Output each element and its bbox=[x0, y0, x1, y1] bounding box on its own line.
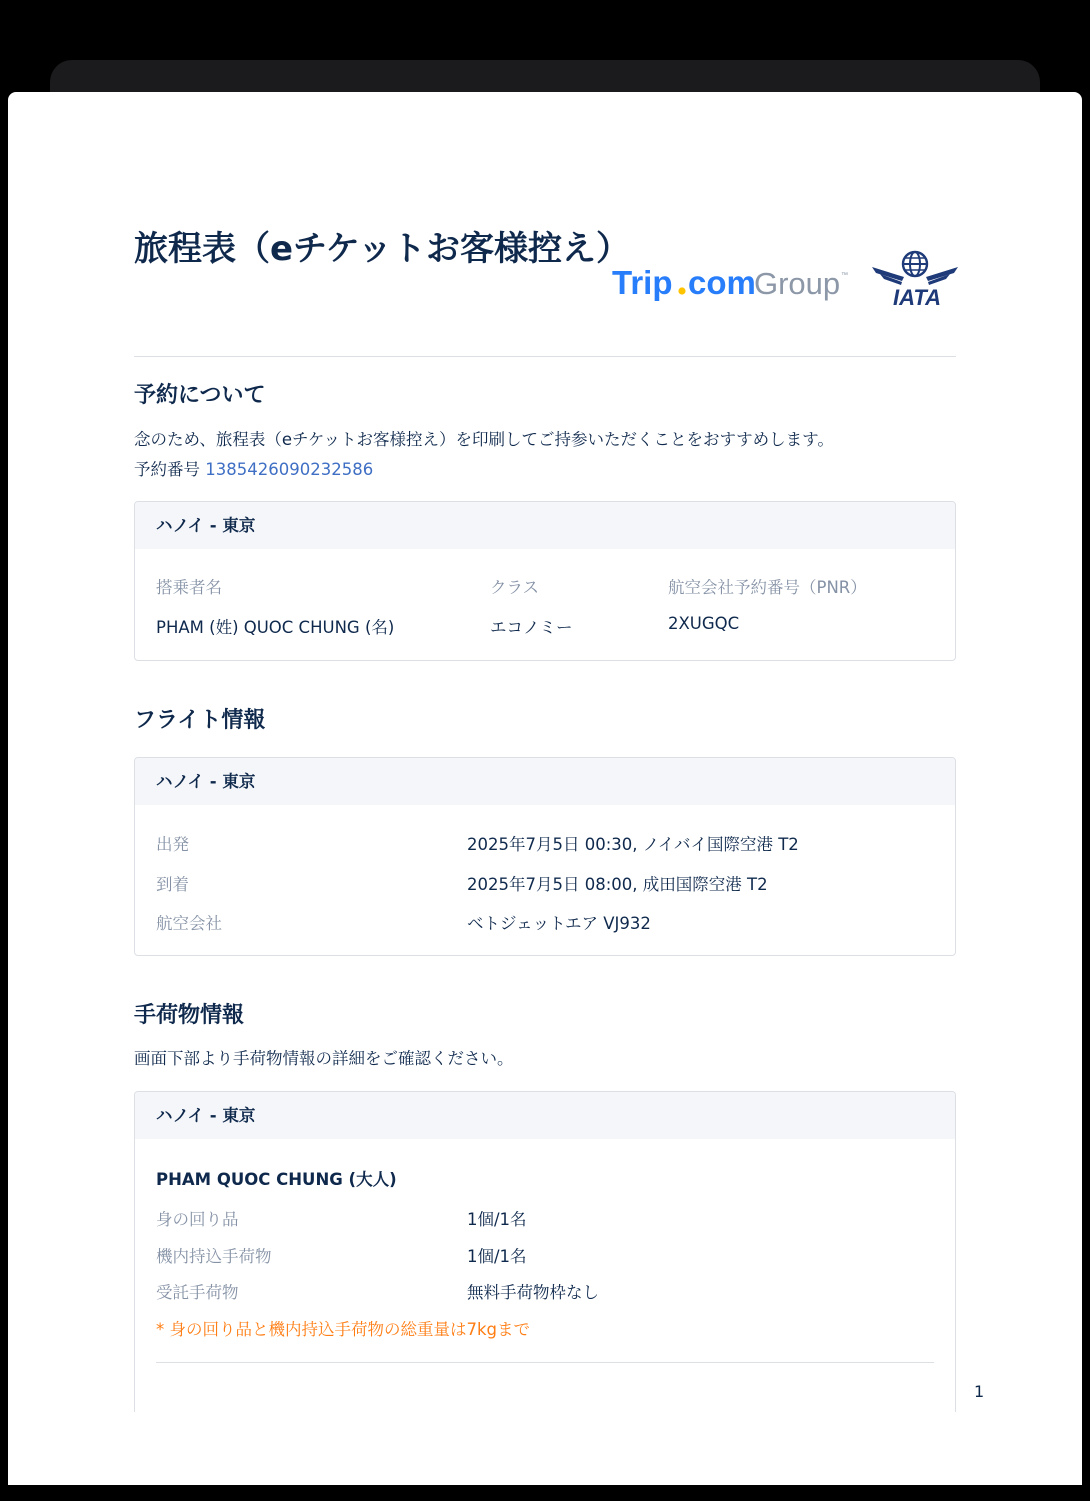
baggage-divider bbox=[156, 1362, 934, 1363]
airline-value: ベトジェットエア VJ932 bbox=[467, 914, 651, 933]
personal-item-value: 1個/1名 bbox=[467, 1210, 527, 1229]
booking-number-link[interactable]: 1385426090232586 bbox=[205, 460, 374, 479]
class-value: エコノミー bbox=[490, 618, 573, 637]
carryon-value: 1個/1名 bbox=[467, 1247, 527, 1266]
svg-text:com: com bbox=[688, 264, 756, 301]
baggage-card bbox=[134, 1091, 956, 1412]
page-number: 1 bbox=[974, 1382, 985, 1401]
departure-value: 2025年7月5日 00:30, ノイバイ国際空港 T2 bbox=[467, 835, 799, 854]
pnr-value: 2XUGQC bbox=[668, 614, 740, 633]
page-title: 旅程表（eチケットお客様控え） bbox=[134, 229, 630, 269]
arrival-label: 到着 bbox=[156, 875, 189, 894]
flight-card bbox=[134, 757, 956, 956]
svg-text:™: ™ bbox=[841, 272, 848, 279]
passenger-name-label: 搭乗者名 bbox=[156, 578, 222, 597]
booking-heading: 予約について bbox=[134, 383, 266, 408]
baggage-intro: 画面下部より手荷物情報の詳細をご確認ください。 bbox=[134, 1049, 514, 1068]
booking-notice: 念のため、旅程表（eチケットお客様控え）を印刷してご持参いただくことをおすすめします。 bbox=[134, 430, 834, 449]
svg-text:Trip: Trip bbox=[612, 264, 673, 301]
booking-number-line bbox=[134, 456, 373, 480]
airline-label: 航空会社 bbox=[156, 914, 222, 933]
checked-baggage-value: 無料手荷物枠なし bbox=[467, 1283, 599, 1302]
passenger-name-value: PHAM (姓) QUOC CHUNG (名) bbox=[156, 618, 395, 637]
trip-com-group-logo bbox=[612, 262, 852, 306]
baggage-card-route: ハノイ - 東京 bbox=[135, 1092, 955, 1139]
passenger-card bbox=[134, 501, 956, 661]
arrival-value: 2025年7月5日 08:00, 成田国際空港 T2 bbox=[467, 875, 768, 894]
iata-logo bbox=[872, 247, 962, 307]
baggage-heading: 手荷物情報 bbox=[134, 1003, 245, 1028]
svg-text:Group: Group bbox=[754, 266, 841, 301]
flight-heading: フライト情報 bbox=[134, 708, 266, 733]
svg-text:IATA: IATA bbox=[892, 285, 942, 307]
personal-item-label: 身の回り品 bbox=[156, 1210, 239, 1229]
title-divider bbox=[134, 356, 956, 357]
baggage-passenger: PHAM QUOC CHUNG (大人) bbox=[156, 1170, 397, 1189]
booking-number-label: 予約番号 bbox=[134, 460, 200, 479]
flight-card-route: ハノイ - 東京 bbox=[135, 758, 955, 805]
carryon-label: 機内持込手荷物 bbox=[156, 1247, 272, 1266]
departure-label: 出発 bbox=[156, 835, 189, 854]
pnr-label: 航空会社予約番号（PNR） bbox=[668, 578, 867, 597]
passenger-card-route: ハノイ - 東京 bbox=[135, 502, 955, 549]
itinerary-page bbox=[8, 92, 1082, 1485]
baggage-weight-note: * 身の回り品と機内持込手荷物の総重量は7kgまで bbox=[156, 1320, 531, 1339]
checked-baggage-label: 受託手荷物 bbox=[156, 1283, 239, 1302]
class-label: クラス bbox=[490, 578, 540, 597]
